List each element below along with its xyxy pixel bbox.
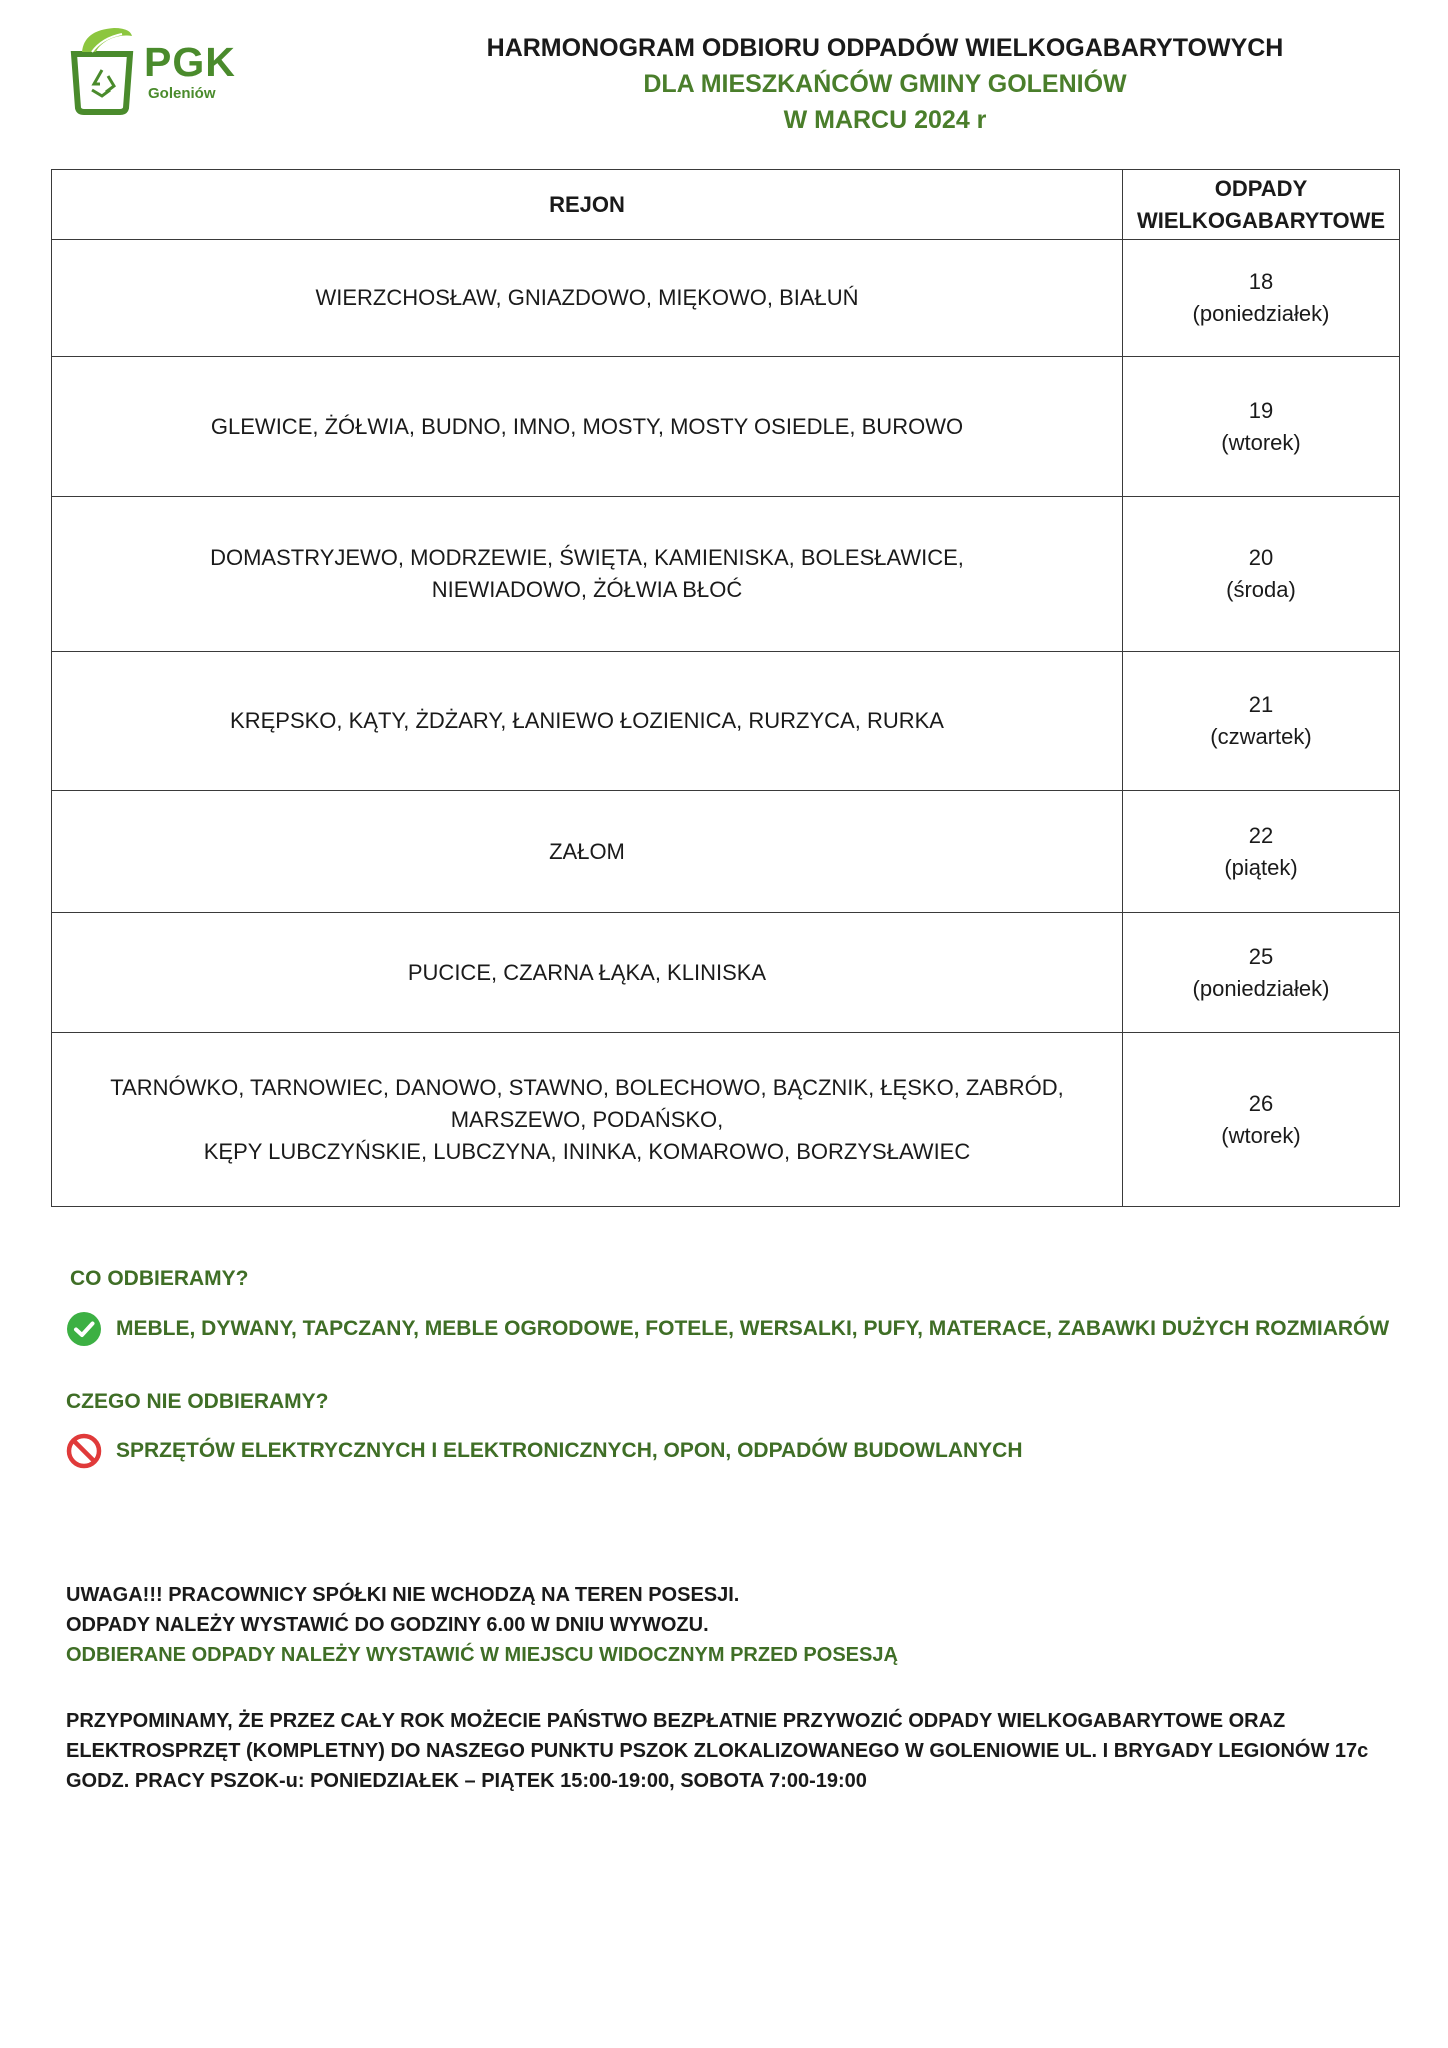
notice-line-2: ODPADY NALEŻY WYSTAWIĆ DO GODZINY 6.00 W DNIU WYWOZU. [66,1614,709,1636]
reminder-line-3: GODZ. PRACY PSZOK-u: PONIEDZIAŁEK – PIĄTEK 15:00-19:00, SOBOTA 7:00-19:00 [66,1770,867,1792]
date-day: 18 [1248,269,1274,294]
table-row [52,240,1400,357]
date-weekday: (piątek) [1224,854,1298,880]
table-row [52,357,1400,497]
accepted-label: CO ODBIERAMY? [70,1267,249,1290]
region-cell [52,357,1123,497]
header-region: REJON [52,170,1123,240]
date-day: 22 [1248,822,1274,848]
table-header-row [52,170,1400,240]
date-weekday: (środa) [1226,577,1296,602]
title-line-3: W MARCU 2024 r [783,106,987,134]
region-line: MARSZEWO, PODAŃSKO, [450,1106,724,1132]
date-cell [1123,652,1400,791]
region-line: GLEWICE, ŻÓŁWIA, BUDNO, IMNO, MOSTY, MOSTY OSIEDLE, BUROWO [210,413,964,439]
date-day: 21 [1248,692,1274,717]
header-waste-line-1: ODPADY [1214,175,1308,201]
date-weekday: (wtorek) [1221,429,1301,455]
date-cell [1123,913,1400,1033]
logo-name: PGK [144,39,236,85]
date-day: 25 [1248,943,1274,969]
recycle-bin-leaf-icon [62,24,142,116]
date-weekday: (poniedziałek) [1192,301,1330,326]
document-title [430,30,1340,138]
region-line: WIERZCHOSŁAW, GNIAZDOWO, MIĘKOWO, BIAŁUŃ [315,285,859,310]
date-cell [1123,1033,1400,1207]
date-cell [1123,497,1400,652]
table-row [52,1033,1400,1207]
pszok-reminder [66,1706,1406,1796]
logo-city: Goleniów [148,85,216,102]
region-line: ZAŁOM [549,838,625,864]
table-row [52,497,1400,652]
date-cell [1123,357,1400,497]
rejected-item [66,1433,1023,1469]
date-day: 19 [1248,397,1274,423]
date-cell [1123,791,1400,913]
header-waste-line-2: WIELKOGABARYTOWE [1136,207,1386,233]
prohibited-icon [66,1433,102,1469]
pgk-logo [62,24,252,120]
rejected-text: SPRZĘTÓW ELEKTRYCZNYCH I ELEKTRONICZNYCH, OPON, ODPADÓW BUDOWLANYCH [116,1439,1023,1462]
rejected-label: CZEGO NIE ODBIERAMY? [66,1390,329,1413]
accepted-text: MEBLE, DYWANY, TAPCZANY, MEBLE OGRODOWE, FOTELE, WERSALKI, PUFY, MATERACE, ZABAWKI DUŻYCH ROZMIARÓW [116,1317,1390,1340]
date-weekday: (poniedziałek) [1192,975,1330,1001]
table-row [52,791,1400,913]
notice-line-3: ODBIERANE ODPADY NALEŻY WYSTAWIĆ W MIEJSCU WIDOCZNYM PRZED POSESJĄ [66,1644,898,1666]
region-line: KĘPY LUBCZYŃSKIE, LUBCZYNA, ININKA, KOMAROWO, BORZYSŁAWIEC [203,1138,971,1164]
date-weekday: (wtorek) [1221,1122,1301,1148]
notice-line-1: UWAGA!!! PRACOWNICY SPÓŁKI NIE WCHODZĄ NA TEREN POSESJI. [66,1584,740,1606]
region-line: TARNÓWKO, TARNOWIEC, DANOWO, STAWNO, BOLECHOWO, BĄCZNIK, ŁĘSKO, ZABRÓD, [110,1074,1064,1100]
date-day: 26 [1248,1090,1274,1116]
region-cell [52,791,1123,913]
header-waste [1123,170,1400,240]
warning-notice [66,1580,898,1670]
table-row [52,652,1400,791]
date-weekday: (czwartek) [1210,724,1312,749]
region-line: NIEWIADOWO, ŻÓŁWIA BŁOĆ [431,577,743,602]
title-line-1: HARMONOGRAM ODBIORU ODPADÓW WIELKOGABARYTOWYCH [486,34,1284,62]
check-circle-icon [66,1311,102,1347]
region-cell [52,913,1123,1033]
region-cell [52,240,1123,357]
date-cell [1123,240,1400,357]
reminder-line-1: PRZYPOMINAMY, ŻE PRZEZ CAŁY ROK MOŻECIE PAŃSTWO BEZPŁATNIE PRZYWOZIĆ ODPADY WIELKOGABARYTOWE ORAZ [66,1710,1286,1732]
date-day: 20 [1248,545,1274,570]
schedule-table [51,169,1400,1207]
region-cell [52,1033,1123,1207]
region-line: PUCICE, CZARNA ŁĄKA, KLINISKA [407,959,767,985]
table-row [52,913,1400,1033]
region-line: KRĘPSKO, KĄTY, ŻDŻARY, ŁANIEWO ŁOZIENICA, RURZYCA, RURKA [230,708,944,733]
accepted-item [66,1311,1389,1347]
reminder-line-2: ELEKTROSPRZĘT (KOMPLETNY) DO NASZEGO PUNKTU PSZOK ZLOKALIZOWANEGO W GOLENIOWIE UL. I BRYGADY LEGIONÓW 17c [66,1740,1369,1762]
title-line-2: DLA MIESZKAŃCÓW GMINY GOLENIÓW [643,70,1127,98]
region-cell [52,652,1123,791]
region-line: DOMASTRYJEWO, MODRZEWIE, ŚWIĘTA, KAMIENISKA, BOLESŁAWICE, [210,545,964,570]
region-cell [52,497,1123,652]
